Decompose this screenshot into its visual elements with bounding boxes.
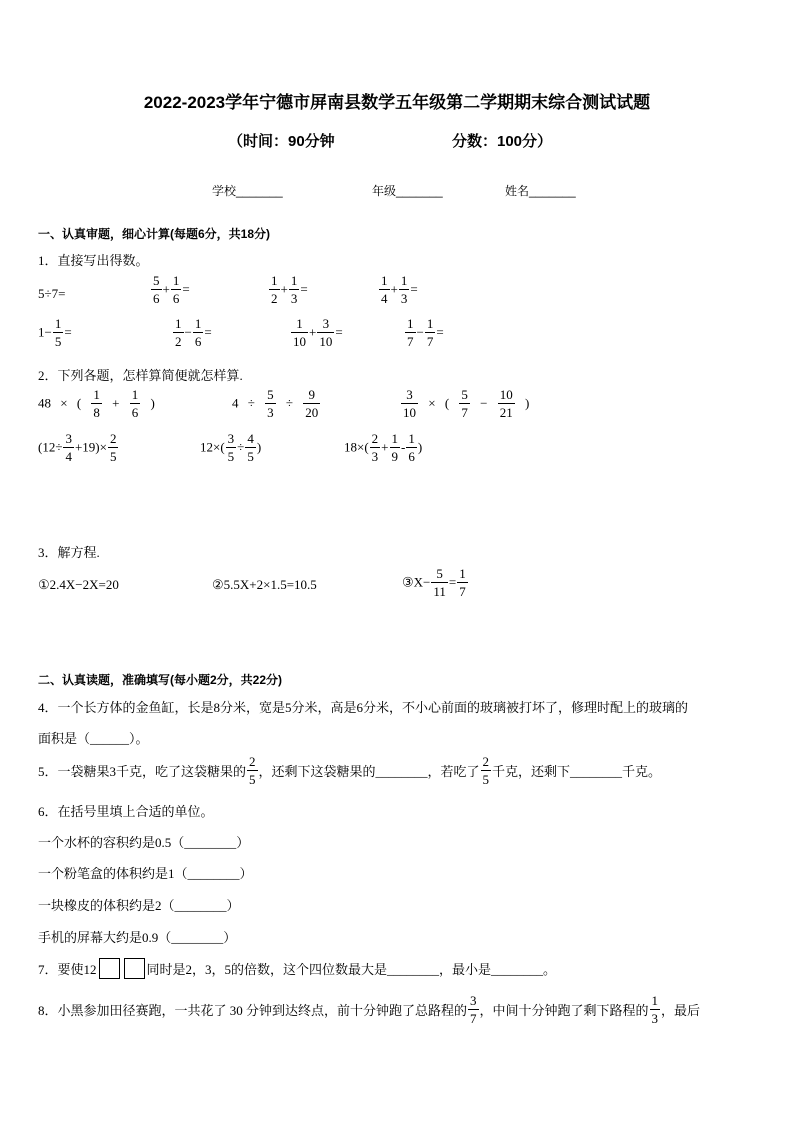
- digit-box-2: [124, 958, 145, 979]
- q2-expr-1: 48 × ( $\frac{1}{8}$ + $\frac{1}{6}$ ): [38, 387, 155, 420]
- name-field: 姓名_______: [505, 184, 576, 198]
- q2-expr-3: $\frac{3}{10}$ × ( $\frac{5}{7}$ − $\frac{10}{21}$ ): [403, 387, 530, 420]
- q3-prompt: 3．解方程.: [38, 545, 100, 560]
- q2-expr-4: (12÷ $\frac{3}{4}$ +19)× $\frac{2}{5}$: [38, 431, 117, 464]
- q8-text: 8．小黑参加田径赛跑，一共花了 30 分钟到达终点，前十分钟跑了总路程的 $\frac{3}{7}$ ，中间十分钟跑了剩下路程的 $\frac{1}{3}$ ，最后: [38, 993, 701, 1026]
- q3-equation-3: ③X− $\frac{5}{11}$ = $\frac{1}{7}$: [402, 566, 466, 599]
- q1-item-4: $\frac{1}{4}$ + $\frac{1}{3}$ =: [381, 273, 418, 306]
- digit-box-1: [99, 958, 120, 979]
- q3-equation-1: ①2.4X−2X=20: [38, 577, 119, 592]
- q1-item-7: $\frac{1}{10}$ + $\frac{3}{10}$ =: [293, 316, 343, 349]
- q2-expr-6: 18×( $\frac{2}{3}$ + $\frac{1}{9}$ - $\frac{1}{6}$ ): [344, 431, 423, 464]
- q2-expr-5: 12×( $\frac{3}{5}$ ÷ $\frac{4}{5}$ ): [200, 431, 262, 464]
- exam-title: 2022-2023学年宁德市屏南县数学五年级第二学期期末综合测试试题: [143, 93, 651, 112]
- q7-text: 7．要使12 同时是2，3，5的倍数，这个四位数最大是________，最小是________。: [38, 958, 556, 979]
- q1-item-6: $\frac{1}{2}$ − $\frac{1}{6}$ =: [175, 316, 212, 349]
- q2-expr-2: 4 ÷ $\frac{5}{3}$ ÷ $\frac{9}{20}$: [232, 387, 319, 420]
- q6-line-1: 一个水杯的容积约是0.5（________）: [38, 835, 250, 850]
- q3-equation-2: ②5.5X+2×1.5=10.5: [212, 577, 317, 592]
- q5-text: 5．一袋糖果3千克，吃了这袋糖果的 $\frac{2}{5}$ ，还剩下这袋糖果的________，若吃了 $\frac{2}{5}$ 千克，还剩下________千克。: [38, 754, 662, 787]
- q6-prompt: 6．在括号里填上合适的单位。: [38, 804, 214, 819]
- q4-text-line2: 面积是（______）。: [38, 731, 149, 746]
- q2-prompt: 2．下列各题，怎样算简便就怎样算.: [38, 368, 243, 383]
- q1-item-5: 1− $\frac{1}{5}$ =: [38, 316, 72, 349]
- q4-text-line1: 4．一个长方体的金鱼缸，长是8分米，宽是5分米，高是6分米，不小心前面的玻璃被打坏了，修理时配上的玻璃的: [38, 700, 689, 715]
- section1-heading: 一、认真审题，细心计算(每题6分，共18分): [38, 227, 271, 241]
- q1-prompt: 1．直接写出得数。: [38, 253, 149, 268]
- q1-item-2: $\frac{5}{6}$ + $\frac{1}{6}$ =: [153, 273, 190, 306]
- q6-line-2: 一个粉笔盒的体积约是1（________）: [38, 866, 253, 881]
- grade-field: 年级_______: [372, 184, 443, 198]
- q1-item-3: $\frac{1}{2}$ + $\frac{1}{3}$ =: [271, 273, 308, 306]
- q1-item-1: 5÷7=: [38, 286, 66, 301]
- school-field: 学校_______: [212, 184, 283, 198]
- q6-line-3: 一块橡皮的体积约是2（________）: [38, 898, 240, 913]
- q1-item-8: $\frac{1}{7}$ − $\frac{1}{7}$ =: [407, 316, 444, 349]
- total-score: 分数：100分）: [452, 133, 553, 150]
- q6-line-4: 手机的屏幕大约是0.9（________）: [38, 930, 237, 945]
- section2-heading: 二、认真读题，准确填写(每小题2分，共22分): [38, 673, 283, 687]
- time-limit: （时间：90分钟: [228, 133, 335, 150]
